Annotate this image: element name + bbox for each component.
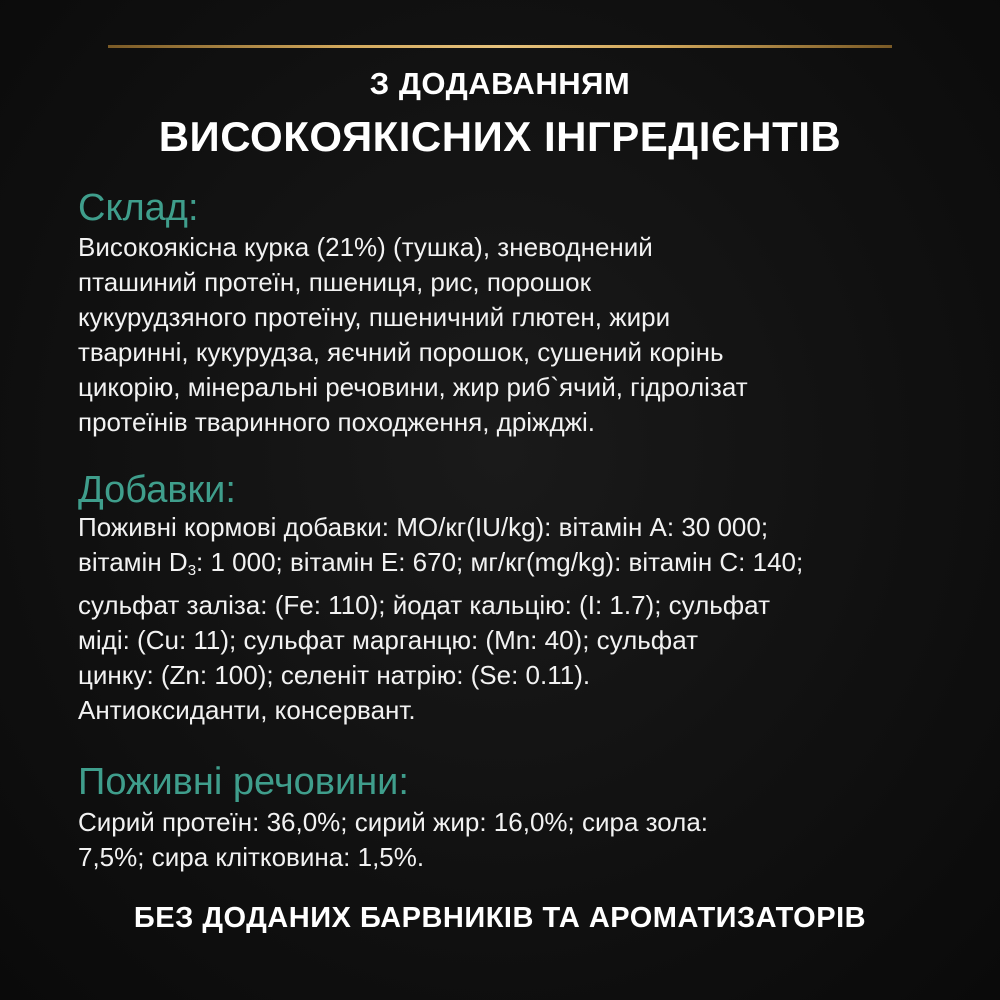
footer-claim: БЕЗ ДОДАНИХ БАРВНИКІВ ТА АРОМАТИЗАТОРІВ [133,902,867,934]
composition-line: кукурудзяного протеїну, пшеничний глютен, жири [78,302,671,332]
composition-body [78,230,938,440]
gold-divider [108,45,892,48]
composition-line: Високоякісна курка (21%) (тушка), зневоднений [78,232,653,262]
composition-line: протеїнів тваринного походження, дріжджі. [78,407,596,437]
nutrients-line: Сирий протеїн: 36,0%; сирий жир: 16,0%; сира зола: [78,807,709,837]
composition-line: цикорію, мінеральні речовини, жир риб`ячий, гідролізат [78,372,748,402]
composition-line: тваринні, кукурудза, яєчний порошок, сушений корінь [78,337,724,367]
additives-title: Добавки: [78,469,236,511]
nutrients-line: 7,5%; сира клітковина: 1,5%. [78,842,425,872]
additives-line: Поживні кормові добавки: МО/кг(IU/kg): вітамін А: 30 000; [78,512,769,542]
additives-line2-end: : 1 000; вітамін Е: 670; мг/кг(mg/kg): вітамін С: 140; [196,547,804,577]
nutrients-title: Поживні речовини: [78,761,409,803]
subscript-3: 3 [187,562,197,579]
additives-line: сульфат заліза: (Fe: 110); йодат кальцію: (I: 1.7); сульфат [78,590,770,620]
composition-title: Склад: [78,187,199,229]
header-subtitle: З ДОДАВАННЯМ [369,66,631,101]
composition-line: пташиний протеїн, пшениця, рис, порошок [78,267,591,297]
additives-line [78,545,938,588]
additives-body [78,510,938,728]
additives-line: міді: (Cu: 11); сульфат марганцю: (Mn: 40); сульфат [78,625,698,655]
additives-line2-start: вітамін D [78,547,188,577]
nutrients-body [78,805,938,875]
additives-line: цинку: (Zn: 100); селеніт натрію: (Se: 0.11). [78,660,591,690]
additives-line: Антиоксиданти, консервант. [78,695,416,725]
header-title: ВИСОКОЯКІСНИХ ІНГРЕДІЄНТІВ [158,113,842,160]
